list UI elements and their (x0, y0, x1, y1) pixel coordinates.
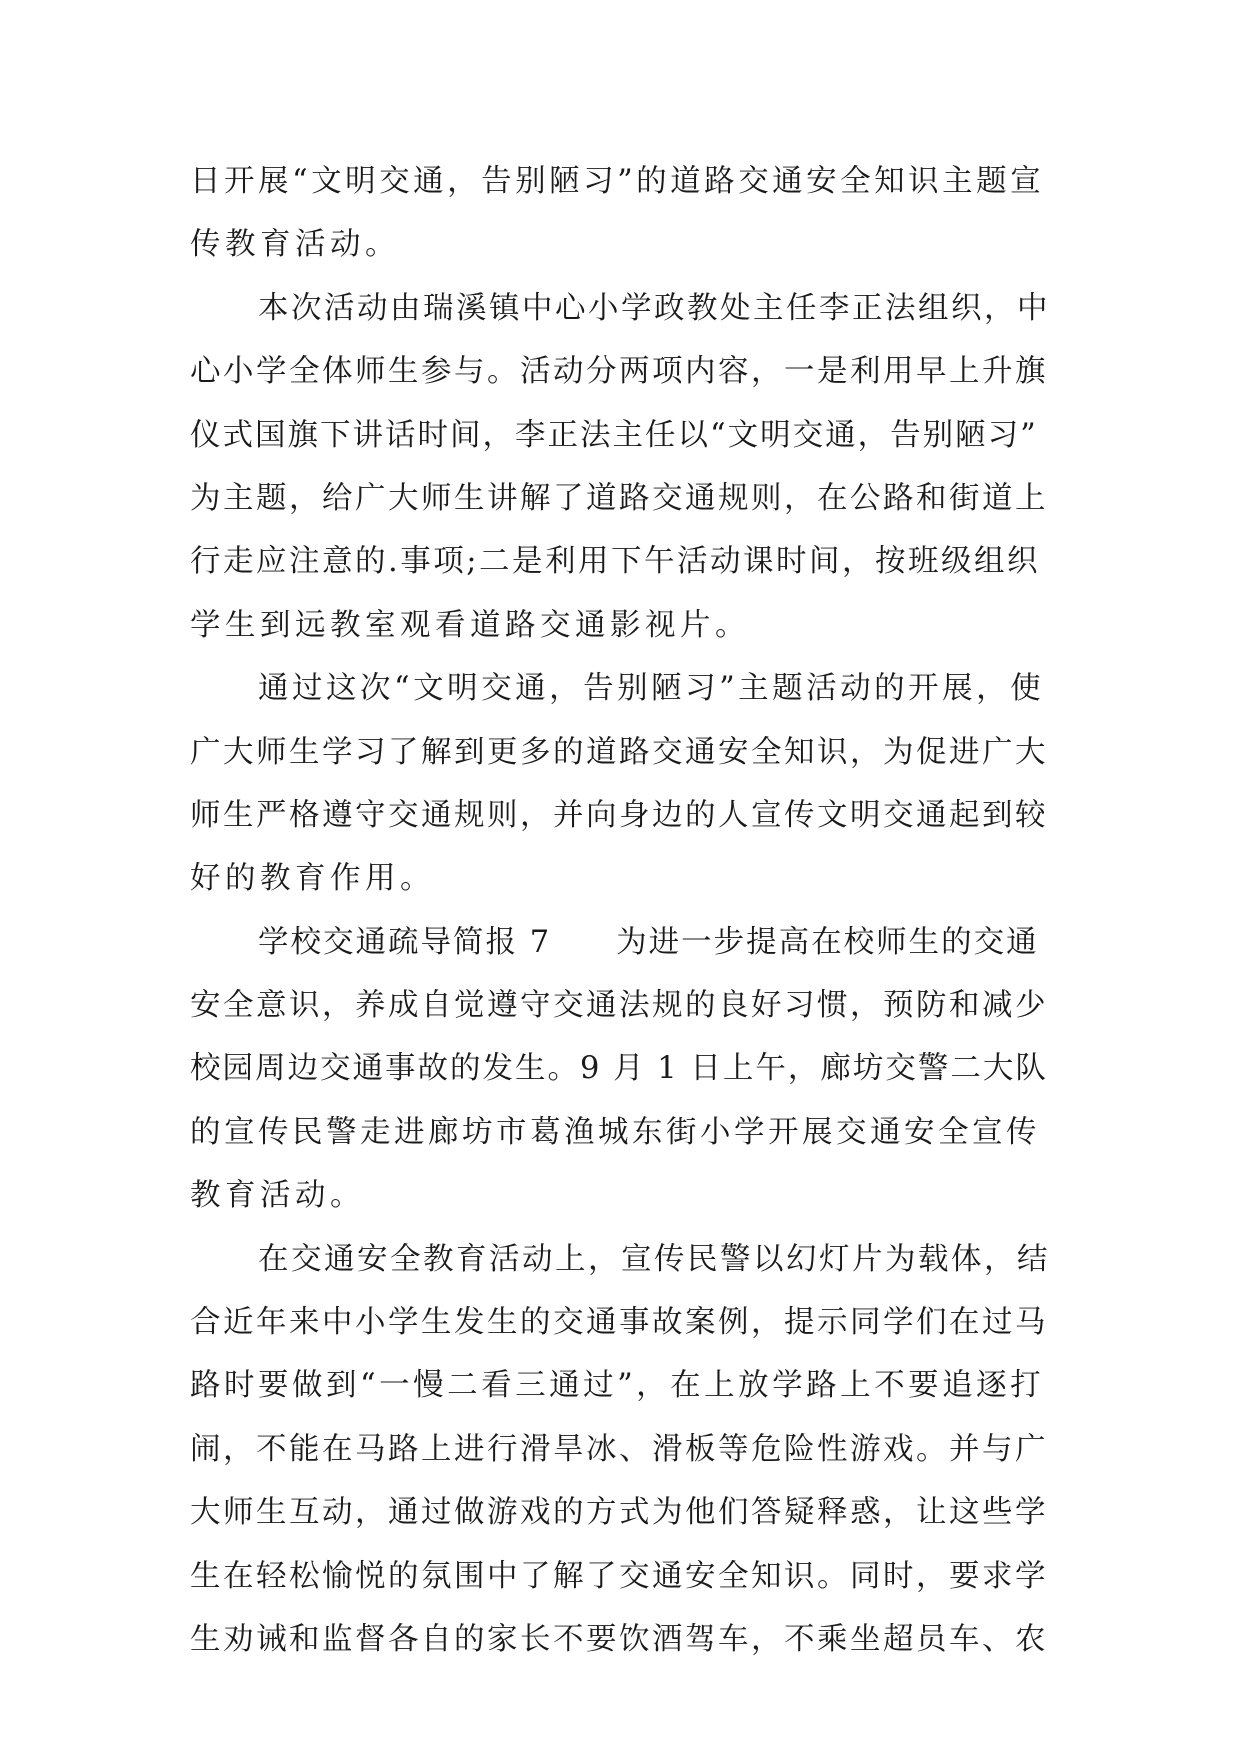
text-line: 合近年来中小学生发生的交通事故案例，提示同学们在过马 (190, 1305, 1048, 1341)
text-line: 安全意识，养成自觉遵守交通法规的良好习惯，预防和减少 (190, 988, 1048, 1024)
text-line: 闹，不能在马路上进行滑旱冰、滑板等危险性游戏。并与广 (190, 1431, 1048, 1467)
text-line: 路时要做到“一慢二看三通过”，在上放学路上不要追逐打 (190, 1368, 1045, 1404)
text-line: 日开展“文明交通，告别陋习”的道路交通安全知识主题宣 (190, 164, 1045, 199)
text-line: 的宣传民警走进廊坊市葛渔城东街小学开展交通安全宣传 (190, 1114, 1040, 1150)
text-line: 好的教育作用。 (190, 861, 435, 897)
text-line: 师生严格遵守交通规则，并向身边的人宣传文明交通起到较 (190, 797, 1048, 833)
text-line: 传教育活动。 (190, 227, 400, 263)
text-line: 教育活动。 (190, 1178, 365, 1214)
text-line: 通过这次“文明交通，告别陋习”主题活动的开展，使 (258, 671, 1045, 707)
text-line: 在交通安全教育活动上，宣传民警以幻灯片为载体，结 (258, 1241, 1050, 1277)
text-line: 大师生互动，通过做游戏的方式为他们答疑释惑，让这些学 (190, 1495, 1048, 1531)
document-body (190, 150, 1050, 1671)
text-line: 本次活动由瑞溪镇中心小学政教处主任李正法组织，中 (258, 290, 1050, 326)
text-line: 行走应注意的.事项;二是利用下午活动课时间，按班级组织 (190, 544, 1040, 580)
text-line: 校园周边交通事故的发生。9 月 1 日上午，廊坊交警二大队 (190, 1051, 1048, 1087)
text-line: 生在轻松愉悦的氛围中了解了交通安全知识。同时，要求学 (190, 1558, 1048, 1594)
text-line: 生劝诫和监督各自的家长不要饮酒驾车，不乘坐超员车、农 (190, 1621, 1048, 1657)
text-line: 广大师生学习了解到更多的道路交通安全知识，为促进广大 (190, 734, 1048, 770)
text-line: 心小学全体师生参与。活动分两项内容，一是利用早上升旗 (190, 354, 1048, 390)
text-line: 学校交通疏导简报 7 为进一步提高在校师生的交通 (258, 924, 1039, 960)
text-line: 为主题，给广大师生讲解了道路交通规则，在公路和街道上 (190, 480, 1048, 516)
text-line: 仪式国旗下讲话时间，李正法主任以“文明交通，告别陋习” (190, 417, 1038, 453)
text-line: 学生到远教室观看道路交通影视片。 (190, 607, 750, 643)
